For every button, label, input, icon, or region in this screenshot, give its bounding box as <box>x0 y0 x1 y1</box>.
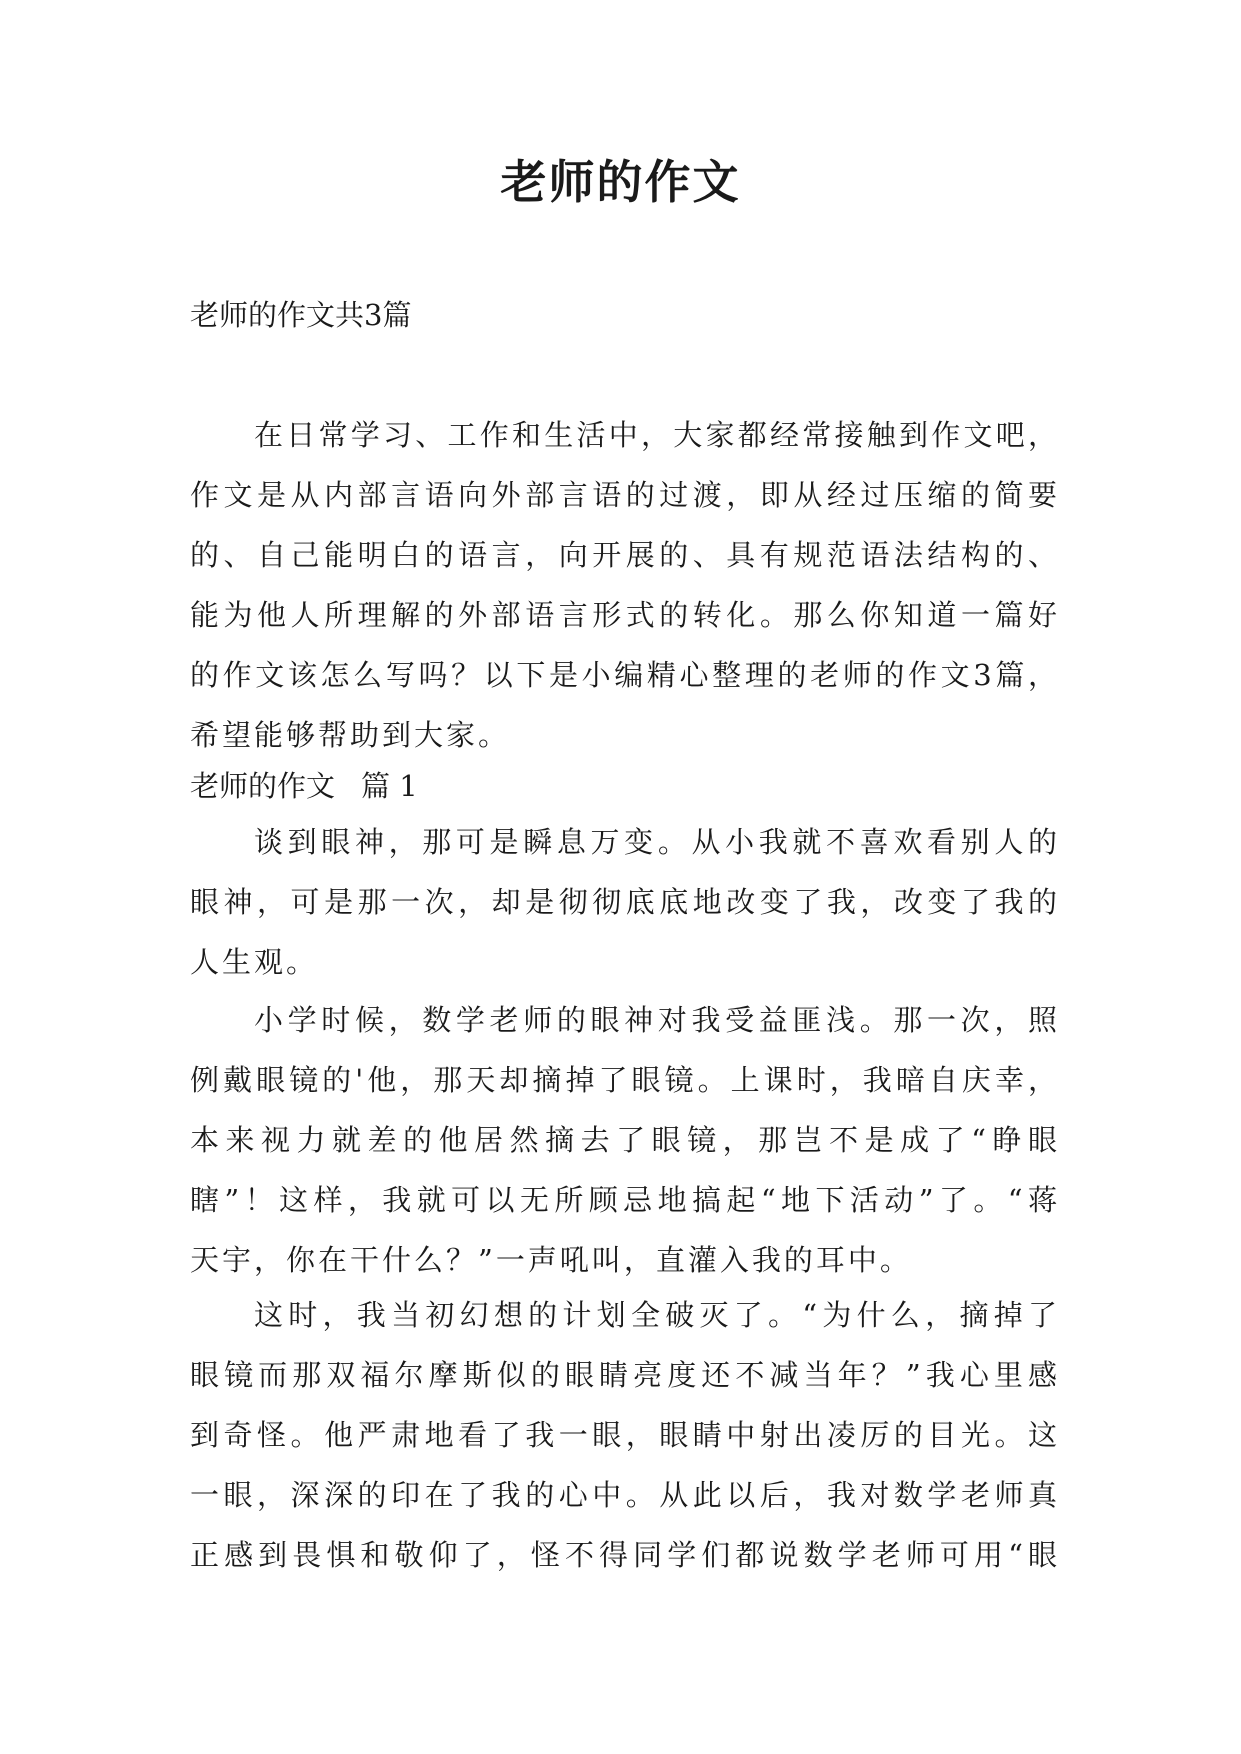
intro-line: 希望能够帮助到大家。 <box>190 718 511 752</box>
section-label: 篇 1 <box>361 769 418 803</box>
paragraph-line: 小学时候，数学老师的眼神对我受益匪浅。那一次，照 <box>254 1003 1060 1037</box>
paragraph-line: 这时，我当初幻想的计划全破灭了。“为什么，摘掉了 <box>254 1298 1060 1332</box>
paragraph-line: 天宇，你在干什么？”一声吼叫，直灌入我的耳中。 <box>190 1243 912 1277</box>
paragraph-line: 眼神，可是那一次，却是彻彻底底地改变了我，改变了我的 <box>190 885 1060 919</box>
paragraph-3 <box>190 1285 1060 1585</box>
paragraph-line: 人生观。 <box>190 945 319 979</box>
paragraph-1 <box>190 812 1060 992</box>
document-subtitle: 老师的作文共3篇 <box>190 298 412 332</box>
paragraph-line: 谈到眼神，那可是瞬息万变。从小我就不喜欢看别人的 <box>254 825 1060 859</box>
document-title: 老师的作文 <box>500 155 741 209</box>
paragraph-line: 一眼，深深的印在了我的心中。从此以后，我对数学老师真 <box>190 1478 1060 1512</box>
intro-line: 的作文该怎么写吗？以下是小编精心整理的老师的作文3篇， <box>190 658 1060 692</box>
intro-line: 作文是从内部言语向外部言语的过渡，即从经过压缩的简要 <box>190 478 1060 512</box>
paragraph-line: 到奇怪。他严肃地看了我一眼，眼睛中射出凌厉的目光。这 <box>190 1418 1060 1452</box>
intro-line: 的、自己能明白的语言，向开展的、具有规范语法结构的、 <box>190 538 1060 572</box>
paragraph-line: 本来视力就差的他居然摘去了眼镜，那岂不是成了“睁眼 <box>190 1123 1060 1157</box>
intro-paragraph <box>190 405 1060 765</box>
intro-line: 在日常学习、工作和生活中，大家都经常接触到作文吧， <box>254 418 1060 452</box>
paragraph-line: 瞎”！这样，我就可以无所顾忌地搞起“地下活动”了。“蒋 <box>190 1183 1060 1217</box>
intro-line: 能为他人所理解的外部语言形式的转化。那么你知道一篇好 <box>190 598 1060 632</box>
section-heading <box>190 761 1060 811</box>
paragraph-line: 例戴眼镜的'他，那天却摘掉了眼镜。上课时，我暗自庆幸， <box>190 1063 1060 1097</box>
paragraph-line: 正感到畏惧和敬仰了，怪不得同学们都说数学老师可用“眼 <box>190 1538 1060 1572</box>
section-title: 老师的作文 <box>190 769 336 803</box>
paragraph-line: 眼镜而那双福尔摩斯似的眼睛亮度还不减当年？”我心里感 <box>190 1358 1060 1392</box>
paragraph-2 <box>190 990 1060 1290</box>
